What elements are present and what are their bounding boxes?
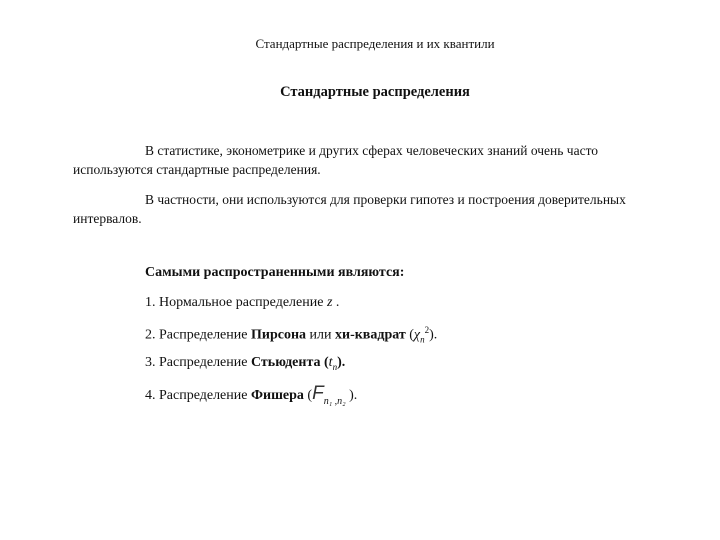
list-item-student (145, 355, 345, 372)
item-text: 4. Распределение (145, 388, 251, 403)
math-symbol: F (312, 383, 324, 404)
page-title: Стандартные распределения и их квантили (255, 36, 495, 51)
math-symbol: z (326, 295, 333, 310)
bold-term: хи-квадрат (335, 327, 406, 343)
math-subscript: n₁ ,n₂ (323, 396, 346, 407)
bold-term: Стьюдента (250, 355, 321, 370)
list-item-normal (145, 295, 339, 311)
section-heading: Стандартные распределения (280, 84, 470, 100)
item-text: или (306, 327, 335, 343)
item-text: 3. Распределение (145, 355, 251, 370)
list-item-pearson (145, 325, 437, 344)
item-text: ). (345, 388, 358, 403)
paragraph-1: В статистике, эконометрике и других сферах человеческих знаний очень часто используются стандартные распределения. (73, 143, 599, 177)
math-subscript: n (332, 361, 338, 372)
item-text: ). (337, 355, 346, 370)
item-text: ( (320, 355, 329, 370)
math-symbol: t (328, 355, 333, 370)
item-text: ( (405, 327, 414, 343)
item-text: 1. Нормальное распределение (145, 295, 327, 310)
item-text: 2. Распределение (145, 327, 251, 343)
bold-term: Фишера (250, 388, 304, 403)
list-item-fisher (145, 383, 357, 407)
item-text: . (332, 295, 340, 310)
math-superscript: 2 (424, 325, 430, 335)
item-text: ). (429, 327, 438, 343)
paragraph-2: В частности, они используются для проверки гипотез и построения доверительных интервалов. (73, 192, 626, 226)
math-subscript: n (420, 334, 425, 345)
item-text: ( (303, 388, 313, 403)
list-heading: Самыми распространенными являются: (145, 265, 405, 280)
bold-term: Пирсона (250, 327, 307, 343)
math-symbol: χ (413, 327, 421, 343)
